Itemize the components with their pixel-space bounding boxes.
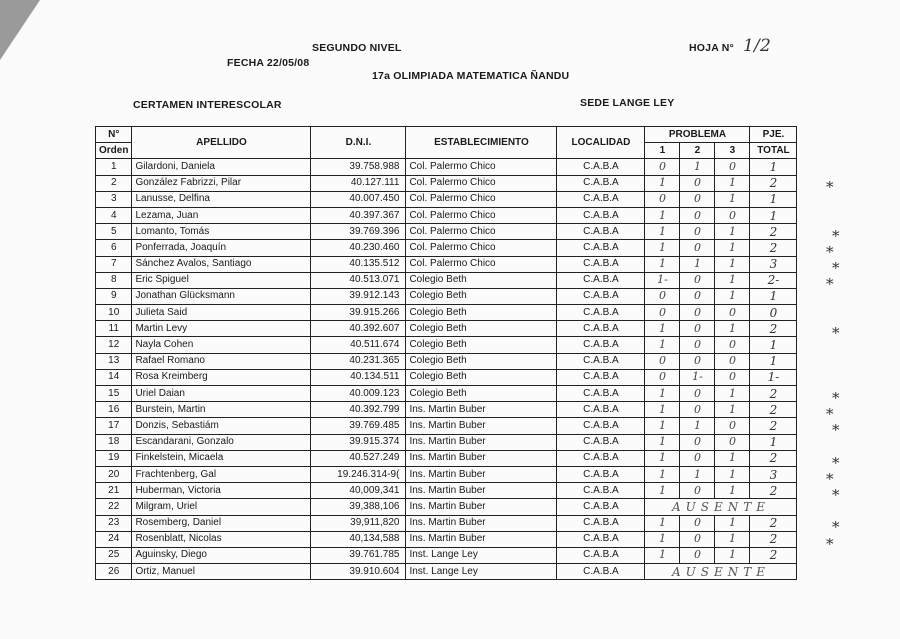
row-problema-2: 0: [680, 272, 715, 288]
row-total: 2-: [750, 272, 797, 288]
row-problema-2: 1-: [680, 369, 715, 385]
row-dni: 19.246.314-9(: [311, 466, 406, 482]
row-orden: 14: [96, 369, 132, 385]
row-establecimiento: Col. Palermo Chico: [406, 159, 557, 175]
table-row: [96, 450, 797, 466]
row-problema-1: 0: [645, 353, 680, 369]
row-problema-1: 1: [645, 224, 680, 240]
row-establecimiento: Colegio Beth: [406, 321, 557, 337]
row-localidad: C.A.B.A: [557, 240, 645, 256]
row-orden: 10: [96, 305, 132, 321]
row-dni: 40.007.450: [311, 191, 406, 207]
row-problema-1: 1: [645, 547, 680, 563]
row-orden: 2: [96, 175, 132, 191]
row-apellido: Ponferrada, Joaquín: [132, 240, 311, 256]
row-establecimiento: Col. Palermo Chico: [406, 175, 557, 191]
row-establecimiento: Colegio Beth: [406, 386, 557, 402]
row-dni: 40.134.511: [311, 369, 406, 385]
header-p2: 2: [680, 143, 715, 159]
row-apellido: Rosa Kreimberg: [132, 369, 311, 385]
row-problema-2: 0: [680, 353, 715, 369]
row-problema-2: 0: [680, 305, 715, 321]
row-total: 2: [750, 402, 797, 418]
row-localidad: C.A.B.A: [557, 272, 645, 288]
row-establecimiento: Ins. Martin Buber: [406, 483, 557, 499]
row-problema-3: 1: [715, 272, 750, 288]
row-total: 1: [750, 288, 797, 304]
row-problema-2: 0: [680, 240, 715, 256]
header-dni: D.N.I.: [311, 127, 406, 159]
row-dni: 40.009.123: [311, 386, 406, 402]
row-orden: 13: [96, 353, 132, 369]
row-apellido: Aguinsky, Diego: [132, 547, 311, 563]
asterisk-mark: *: [826, 405, 834, 423]
table-row: [96, 353, 797, 369]
row-dni: 40.527.249: [311, 450, 406, 466]
row-problema-1: 0: [645, 191, 680, 207]
row-problema-1: 1: [645, 466, 680, 482]
table-row: [96, 418, 797, 434]
table-row: [96, 159, 797, 175]
row-problema-3: 1: [715, 547, 750, 563]
row-localidad: C.A.B.A: [557, 386, 645, 402]
row-problema-3: 0: [715, 159, 750, 175]
row-dni: 39.910.604: [311, 564, 406, 580]
row-total: 1-: [750, 369, 797, 385]
row-total: 1: [750, 353, 797, 369]
row-problema-3: 0: [715, 207, 750, 223]
row-localidad: C.A.B.A: [557, 305, 645, 321]
row-problema-2: 0: [680, 515, 715, 531]
row-problema-1: 1: [645, 418, 680, 434]
row-apellido: Lanusse, Delfina: [132, 191, 311, 207]
row-establecimiento: Col. Palermo Chico: [406, 240, 557, 256]
row-establecimiento: Col. Palermo Chico: [406, 224, 557, 240]
table-row: [96, 402, 797, 418]
row-apellido: Rosenblatt, Nicolas: [132, 531, 311, 547]
row-problema-2: 0: [680, 434, 715, 450]
row-problema-2: 1: [680, 418, 715, 434]
row-apellido: Frachtenberg, Gal: [132, 466, 311, 482]
row-problema-2: 0: [680, 450, 715, 466]
row-apellido: Burstein, Martin: [132, 402, 311, 418]
row-establecimiento: Inst. Lange Ley: [406, 547, 557, 563]
asterisk-mark: *: [826, 275, 834, 294]
row-problema-1: 1: [645, 321, 680, 337]
table-row: [96, 288, 797, 304]
row-total: 2: [750, 386, 797, 402]
row-dni: 39.769.485: [311, 418, 406, 434]
table-body: [96, 159, 797, 580]
row-establecimiento: Col. Palermo Chico: [406, 256, 557, 272]
row-orden: 15: [96, 386, 132, 402]
hoja-value: 1/2: [743, 36, 771, 56]
row-dni: 40.392.607: [311, 321, 406, 337]
row-problema-1: 1: [645, 256, 680, 272]
row-problema-1: 1-: [645, 272, 680, 288]
row-dni: 40.230.460: [311, 240, 406, 256]
table-row: [96, 305, 797, 321]
row-localidad: C.A.B.A: [557, 450, 645, 466]
certamen-label: CERTAMEN INTERESCOLAR: [133, 99, 282, 111]
row-apellido: Uriel Daian: [132, 386, 311, 402]
row-problema-2: 0: [680, 224, 715, 240]
row-orden: 12: [96, 337, 132, 353]
row-problema-1: 1: [645, 515, 680, 531]
row-total: 2: [750, 240, 797, 256]
table-row: [96, 515, 797, 531]
header-orden-bottom: Orden: [96, 143, 132, 159]
row-total: 2: [750, 224, 797, 240]
row-problema-3: 0: [715, 418, 750, 434]
row-localidad: C.A.B.A: [557, 369, 645, 385]
row-orden: 1: [96, 159, 132, 175]
row-orden: 22: [96, 499, 132, 515]
row-problema-3: 0: [715, 369, 750, 385]
row-orden: 11: [96, 321, 132, 337]
hoja-label: HOJA N°: [689, 42, 734, 54]
row-orden: 21: [96, 483, 132, 499]
row-problema-2: 1: [680, 159, 715, 175]
row-establecimiento: Colegio Beth: [406, 337, 557, 353]
row-total: 2: [750, 175, 797, 191]
row-problema-2: 0: [680, 402, 715, 418]
table-row: [96, 547, 797, 563]
row-apellido: Julieta Said: [132, 305, 311, 321]
row-orden: 3: [96, 191, 132, 207]
table-row: [96, 272, 797, 288]
row-establecimiento: Col. Palermo Chico: [406, 207, 557, 223]
row-dni: 39.761.785: [311, 547, 406, 563]
row-problema-3: 1: [715, 483, 750, 499]
row-problema-2: 0: [680, 386, 715, 402]
row-localidad: C.A.B.A: [557, 337, 645, 353]
row-dni: 39.769.396: [311, 224, 406, 240]
row-problema-3: 1: [715, 224, 750, 240]
row-dni: 40.511.674: [311, 337, 406, 353]
asterisk-mark: *: [832, 518, 840, 537]
table-row: [96, 256, 797, 272]
row-problema-1: 1: [645, 531, 680, 547]
row-problema-1: 0: [645, 288, 680, 304]
table-row: [96, 207, 797, 223]
table-row: [96, 483, 797, 499]
row-establecimiento: Colegio Beth: [406, 305, 557, 321]
row-dni: 40.513.071: [311, 272, 406, 288]
row-localidad: C.A.B.A: [557, 466, 645, 482]
row-dni: 40.127.111: [311, 175, 406, 191]
row-establecimiento: Colegio Beth: [406, 288, 557, 304]
table-header-row-1: [96, 127, 797, 143]
row-problema-1: 1: [645, 337, 680, 353]
row-apellido: González Fabrizzi, Pilar: [132, 175, 311, 191]
table-row: [96, 240, 797, 256]
row-apellido: Nayla Cohen: [132, 337, 311, 353]
row-orden: 23: [96, 515, 132, 531]
results-table: [95, 126, 797, 580]
row-dni: 39.915.374: [311, 434, 406, 450]
row-orden: 19: [96, 450, 132, 466]
row-problema-1: 0: [645, 305, 680, 321]
row-total: 2: [750, 547, 797, 563]
table-row: [96, 386, 797, 402]
row-dni: 39,911,820: [311, 515, 406, 531]
row-problema-2: 1: [680, 466, 715, 482]
row-establecimiento: Ins. Martin Buber: [406, 499, 557, 515]
row-total: 2: [750, 483, 797, 499]
table-row: [96, 321, 797, 337]
table-row: [96, 434, 797, 450]
row-problema-3: 0: [715, 353, 750, 369]
row-problema-2: 0: [680, 337, 715, 353]
header-establecimiento: ESTABLECIMIENTO: [406, 127, 557, 159]
row-localidad: C.A.B.A: [557, 224, 645, 240]
row-problema-1: 0: [645, 369, 680, 385]
row-apellido: Sánchez Avalos, Santiago: [132, 256, 311, 272]
row-problema-3: 1: [715, 288, 750, 304]
row-localidad: C.A.B.A: [557, 321, 645, 337]
row-total: 2: [750, 515, 797, 531]
row-dni: 40.397.367: [311, 207, 406, 223]
row-apellido: Jonathan Glücksmann: [132, 288, 311, 304]
row-apellido: Gilardoni, Daniela: [132, 159, 311, 175]
row-total: 1: [750, 337, 797, 353]
header-localidad: LOCALIDAD: [557, 127, 645, 159]
asterisk-mark: *: [832, 324, 840, 342]
row-establecimiento: Ins. Martin Buber: [406, 531, 557, 547]
table-row: [96, 564, 797, 580]
row-problema-1: 1: [645, 402, 680, 418]
row-dni: 39.758.988: [311, 159, 406, 175]
row-localidad: C.A.B.A: [557, 256, 645, 272]
row-problema-2: 0: [680, 547, 715, 563]
row-problema-3: 1: [715, 402, 750, 418]
row-problema-3: 1: [715, 515, 750, 531]
row-establecimiento: Ins. Martin Buber: [406, 418, 557, 434]
row-total: 1: [750, 207, 797, 223]
row-establecimiento: Ins. Martin Buber: [406, 450, 557, 466]
row-orden: 8: [96, 272, 132, 288]
row-dni: 40.392.799: [311, 402, 406, 418]
table-row: [96, 337, 797, 353]
margin-marks: [818, 160, 858, 580]
row-problema-2: 0: [680, 483, 715, 499]
row-localidad: C.A.B.A: [557, 547, 645, 563]
row-localidad: C.A.B.A: [557, 159, 645, 175]
row-ausente: AUSENTE: [645, 499, 797, 515]
row-total: 1: [750, 159, 797, 175]
row-localidad: C.A.B.A: [557, 499, 645, 515]
row-apellido: Finkelstein, Micaela: [132, 450, 311, 466]
row-dni: 39.912.143: [311, 288, 406, 304]
row-localidad: C.A.B.A: [557, 418, 645, 434]
page-corner-shadow: [0, 0, 40, 60]
row-problema-2: 0: [680, 321, 715, 337]
row-orden: 24: [96, 531, 132, 547]
row-orden: 7: [96, 256, 132, 272]
table-row: [96, 175, 797, 191]
header-orden-top: N°: [96, 127, 132, 143]
table-row: [96, 224, 797, 240]
row-problema-3: 1: [715, 191, 750, 207]
row-apellido: Lezama, Juan: [132, 207, 311, 223]
asterisk-mark: *: [832, 259, 840, 278]
asterisk-mark: *: [832, 486, 840, 504]
row-orden: 9: [96, 288, 132, 304]
row-problema-1: 1: [645, 207, 680, 223]
table-row: [96, 369, 797, 385]
row-apellido: Escandarani, Gonzalo: [132, 434, 311, 450]
row-total: 2: [750, 450, 797, 466]
row-orden: 17: [96, 418, 132, 434]
fecha-label: FECHA 22/05/08: [227, 57, 310, 69]
row-localidad: C.A.B.A: [557, 207, 645, 223]
row-problema-3: 1: [715, 386, 750, 402]
row-localidad: C.A.B.A: [557, 531, 645, 547]
table-row: [96, 191, 797, 207]
row-ausente: AUSENTE: [645, 564, 797, 580]
row-apellido: Huberman, Victoria: [132, 483, 311, 499]
row-problema-3: 0: [715, 305, 750, 321]
row-problema-1: 1: [645, 434, 680, 450]
row-localidad: C.A.B.A: [557, 515, 645, 531]
row-apellido: Donzis, Sebastiám: [132, 418, 311, 434]
asterisk-mark: *: [826, 178, 834, 197]
row-problema-2: 0: [680, 207, 715, 223]
row-orden: 6: [96, 240, 132, 256]
row-problema-1: 1: [645, 240, 680, 256]
asterisk-mark: *: [832, 226, 840, 245]
row-problema-1: 0: [645, 159, 680, 175]
row-problema-2: 1: [680, 256, 715, 272]
row-problema-3: 0: [715, 337, 750, 353]
row-total: 2: [750, 321, 797, 337]
row-problema-3: 1: [715, 256, 750, 272]
row-localidad: C.A.B.A: [557, 402, 645, 418]
asterisk-mark: *: [826, 243, 834, 261]
header-pje: PJE.: [750, 127, 797, 143]
row-localidad: C.A.B.A: [557, 564, 645, 580]
row-establecimiento: Ins. Martin Buber: [406, 434, 557, 450]
header-total: TOTAL: [750, 143, 797, 159]
row-apellido: Milgram, Uriel: [132, 499, 311, 515]
row-dni: 39.915.266: [311, 305, 406, 321]
row-total: 2: [750, 531, 797, 547]
asterisk-mark: *: [826, 534, 834, 553]
row-problema-3: 1: [715, 321, 750, 337]
row-orden: 26: [96, 564, 132, 580]
row-apellido: Ortiz, Manuel: [132, 564, 311, 580]
row-problema-1: 1: [645, 175, 680, 191]
asterisk-mark: *: [832, 388, 840, 407]
row-problema-1: 1: [645, 386, 680, 402]
row-problema-3: 1: [715, 240, 750, 256]
row-total: 3: [750, 466, 797, 482]
row-problema-2: 0: [680, 175, 715, 191]
table-row: [96, 466, 797, 482]
row-problema-2: 0: [680, 531, 715, 547]
nivel-title: SEGUNDO NIVEL: [312, 42, 402, 54]
row-localidad: C.A.B.A: [557, 191, 645, 207]
row-localidad: C.A.B.A: [557, 483, 645, 499]
row-orden: 20: [96, 466, 132, 482]
header-p1: 1: [645, 143, 680, 159]
table-row: [96, 531, 797, 547]
row-total: 3: [750, 256, 797, 272]
row-localidad: C.A.B.A: [557, 175, 645, 191]
row-problema-2: 0: [680, 288, 715, 304]
row-dni: 40,009,341: [311, 483, 406, 499]
row-establecimiento: Ins. Martin Buber: [406, 515, 557, 531]
asterisk-mark: *: [826, 469, 834, 488]
table-row: [96, 499, 797, 515]
row-problema-3: 1: [715, 531, 750, 547]
row-problema-3: 1: [715, 450, 750, 466]
sede-label: SEDE LANGE LEY: [580, 97, 675, 109]
row-localidad: C.A.B.A: [557, 434, 645, 450]
row-dni: 40.231.365: [311, 353, 406, 369]
row-dni: 40,134,588: [311, 531, 406, 547]
row-orden: 16: [96, 402, 132, 418]
row-apellido: Rosemberg, Daniel: [132, 515, 311, 531]
header-apellido: APELLIDO: [132, 127, 311, 159]
row-establecimiento: Ins. Martin Buber: [406, 466, 557, 482]
row-problema-3: 0: [715, 434, 750, 450]
row-establecimiento: Colegio Beth: [406, 272, 557, 288]
row-orden: 5: [96, 224, 132, 240]
row-dni: 39,388,106: [311, 499, 406, 515]
row-apellido: Lomanto, Tomás: [132, 224, 311, 240]
row-total: 1: [750, 434, 797, 450]
row-total: 1: [750, 191, 797, 207]
row-localidad: C.A.B.A: [557, 353, 645, 369]
row-apellido: Rafael Romano: [132, 353, 311, 369]
header-p3: 3: [715, 143, 750, 159]
row-establecimiento: Ins. Martin Buber: [406, 402, 557, 418]
row-total: 2: [750, 418, 797, 434]
row-problema-1: 1: [645, 483, 680, 499]
row-total: 0: [750, 305, 797, 321]
row-localidad: C.A.B.A: [557, 288, 645, 304]
row-problema-1: 1: [645, 450, 680, 466]
header-problema: PROBLEMA: [645, 127, 750, 143]
row-apellido: Martin Levy: [132, 321, 311, 337]
asterisk-mark: *: [832, 453, 840, 472]
row-dni: 40.135.512: [311, 256, 406, 272]
row-orden: 18: [96, 434, 132, 450]
olimpiada-title: 17a OLIMPIADA MATEMATICA ÑANDU: [372, 70, 570, 82]
row-problema-3: 1: [715, 466, 750, 482]
row-apellido: Eric Spiguel: [132, 272, 311, 288]
row-orden: 4: [96, 207, 132, 223]
row-establecimiento: Colegio Beth: [406, 369, 557, 385]
row-establecimiento: Inst. Lange Ley: [406, 564, 557, 580]
row-establecimiento: Colegio Beth: [406, 353, 557, 369]
row-problema-3: 1: [715, 175, 750, 191]
row-orden: 25: [96, 547, 132, 563]
row-problema-2: 0: [680, 191, 715, 207]
asterisk-mark: *: [832, 421, 840, 440]
row-establecimiento: Col. Palermo Chico: [406, 191, 557, 207]
